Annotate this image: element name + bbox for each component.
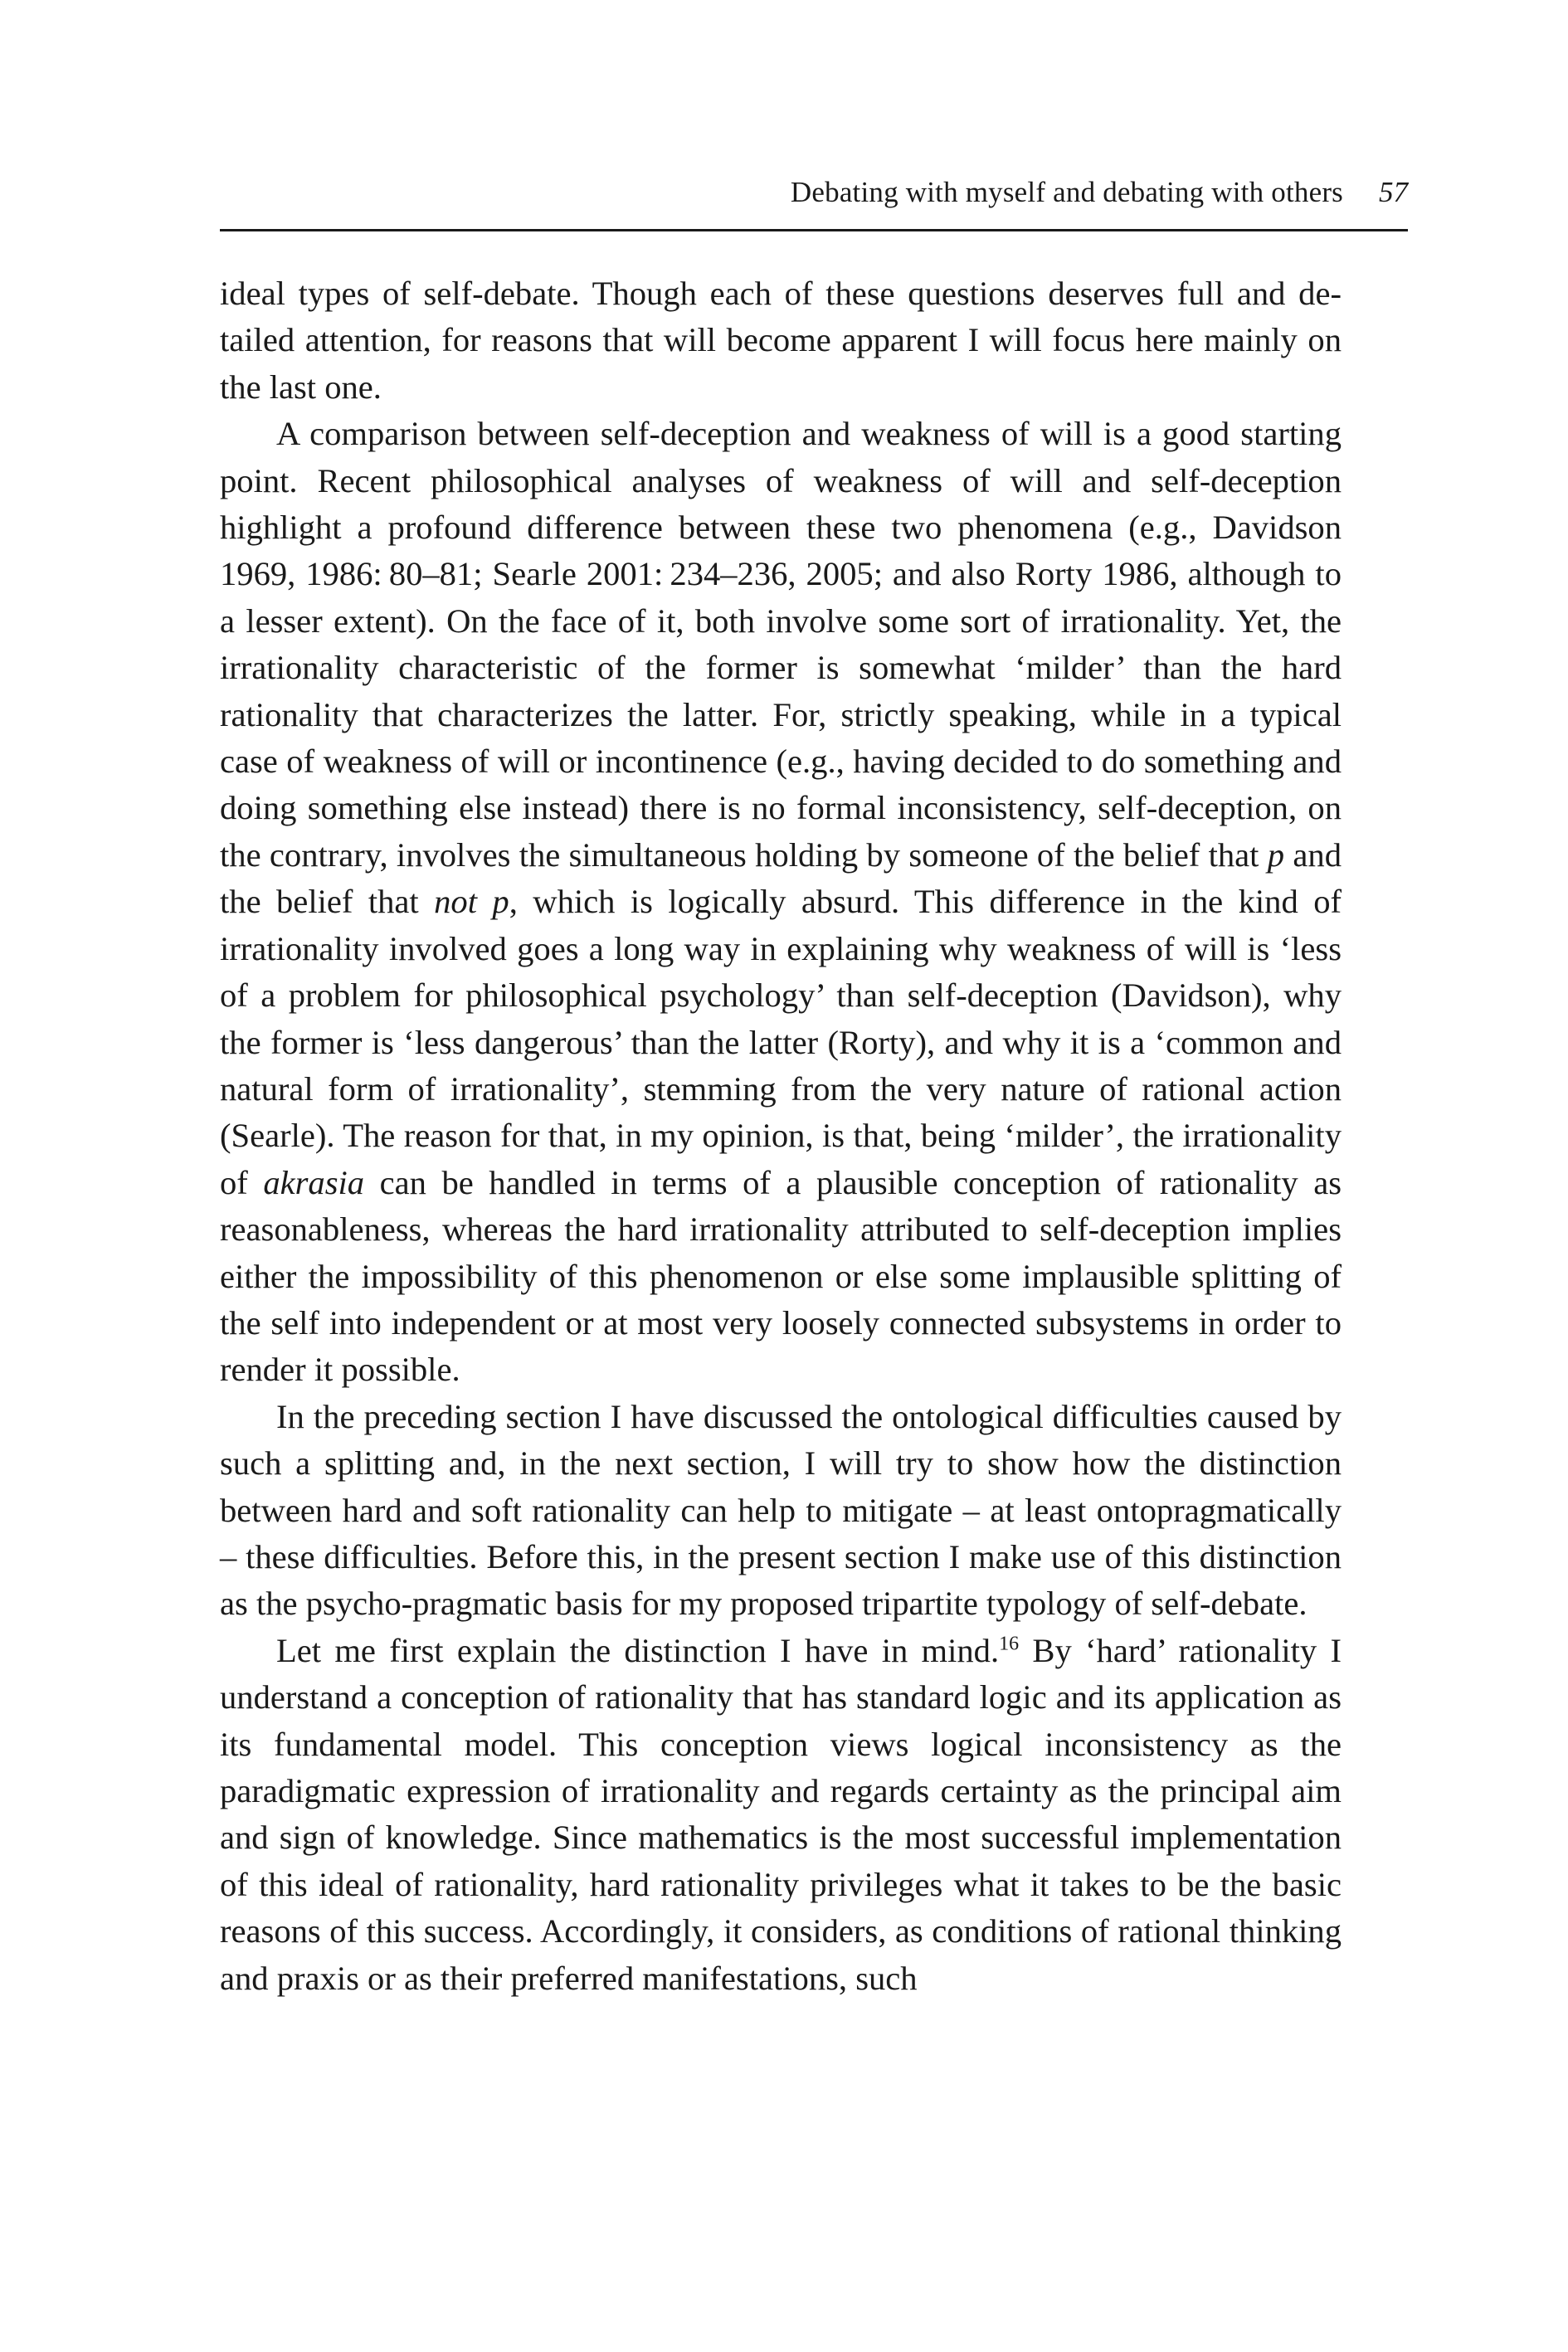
paragraph-3 [220, 1394, 1342, 1628]
paragraph-text: By ‘hard’ rationality I understand a conception of rationality that has standard logic and its application as its fundamental model. This conception views logical inconsistency as the paradigmatic expression of irrationality and regards certainty as the principal aim and sign of knowledge. Since mathematics is the most successful implementation of this ideal of rationality, hard rationality privileges what it takes to be the basic reasons of this success. Accordingly, it considers, as conditions of rational thinking and praxis or as their preferred manifestations, such [220, 1631, 1342, 1997]
running-head [220, 163, 1408, 231]
paragraph-text: Let me first explain the distinction I have in mind. [276, 1631, 1000, 1669]
paragraph-1 [220, 270, 1342, 411]
running-title: Debating with myself and debating with others [790, 176, 1343, 208]
italic-term: not p [434, 883, 509, 921]
paragraph-text: can be handled in terms of a plausible conception of rationality as reasonableness, whereas the hard irrationality attributed to self-deception implies either the impossibility of this phenomenon or else some implausible splitting of the self into independent or at most very loosely connected subsystems in order to render it possible. [220, 1163, 1342, 1389]
paragraph-4 [220, 1628, 1342, 2002]
page-number: 57 [1379, 176, 1408, 208]
paragraph-text: In the preceding section I have discussed the ontological difficulties caused by such a splitting and, in the next section, I will try to show how the distinction between hard and soft rationality can help to mitigate – at least ontopragmatically – these difficulties. Before this, in the present section I make use of this distinction as the psycho-pragmatic basis for my proposed tripartite typology of self-debate. [220, 1397, 1342, 1623]
paragraph-text: and the belief that [220, 835, 1342, 921]
paragraph-text: ideal types of self-debate. Though each of these questions deserves full and detailed attention, for reasons that will become apparent I will focus here mainly on the last one. [220, 275, 1342, 406]
italic-term: akrasia [263, 1163, 365, 1201]
paragraph-2 [220, 411, 1342, 1394]
footnote-reference[interactable]: 16 [999, 1633, 1020, 1655]
paragraph-text: , which is logically absurd. This difference in the kind of irrationality involved goes a long way in explaining why weakness of will is ‘less of a problem for philosophical psychology’ than self-deception (Davidson), why the former is ‘less dangerous’ than the latter (Rorty), and why it is a ‘common and natural form of irrationality’, stemming from the very nature of rational action (Searle). The reason for that, in my opinion, is that, being ‘milder’, the irrationality of [220, 883, 1342, 1201]
italic-term: p [1267, 835, 1285, 874]
body-text [220, 270, 1342, 2002]
paragraph-text: A comparison between self-deception and weakness of will is a good starting point. Recent philosophical analyses of weakness of will and self-deception highlight a profound difference between these two phenomena (e.g., Davidson 1969, 1986: 80–81; Searle 2001: 234–236, 2005; and also Rorty 1986, although to a lesser extent). On the face of it, both involve some sort of irrationality. Yet, the irrationality characteristic of the former is somewhat ‘milder’ than the hard rationality that characterizes the latter. For, strictly speaking, while in a typical case of weakness of will or incontinence (e.g., having decided to do something and doing something else instead) there is no formal inconsistency, self-deception, on the contrary, involves the simultaneous holding by someone of the belief that [220, 415, 1342, 874]
